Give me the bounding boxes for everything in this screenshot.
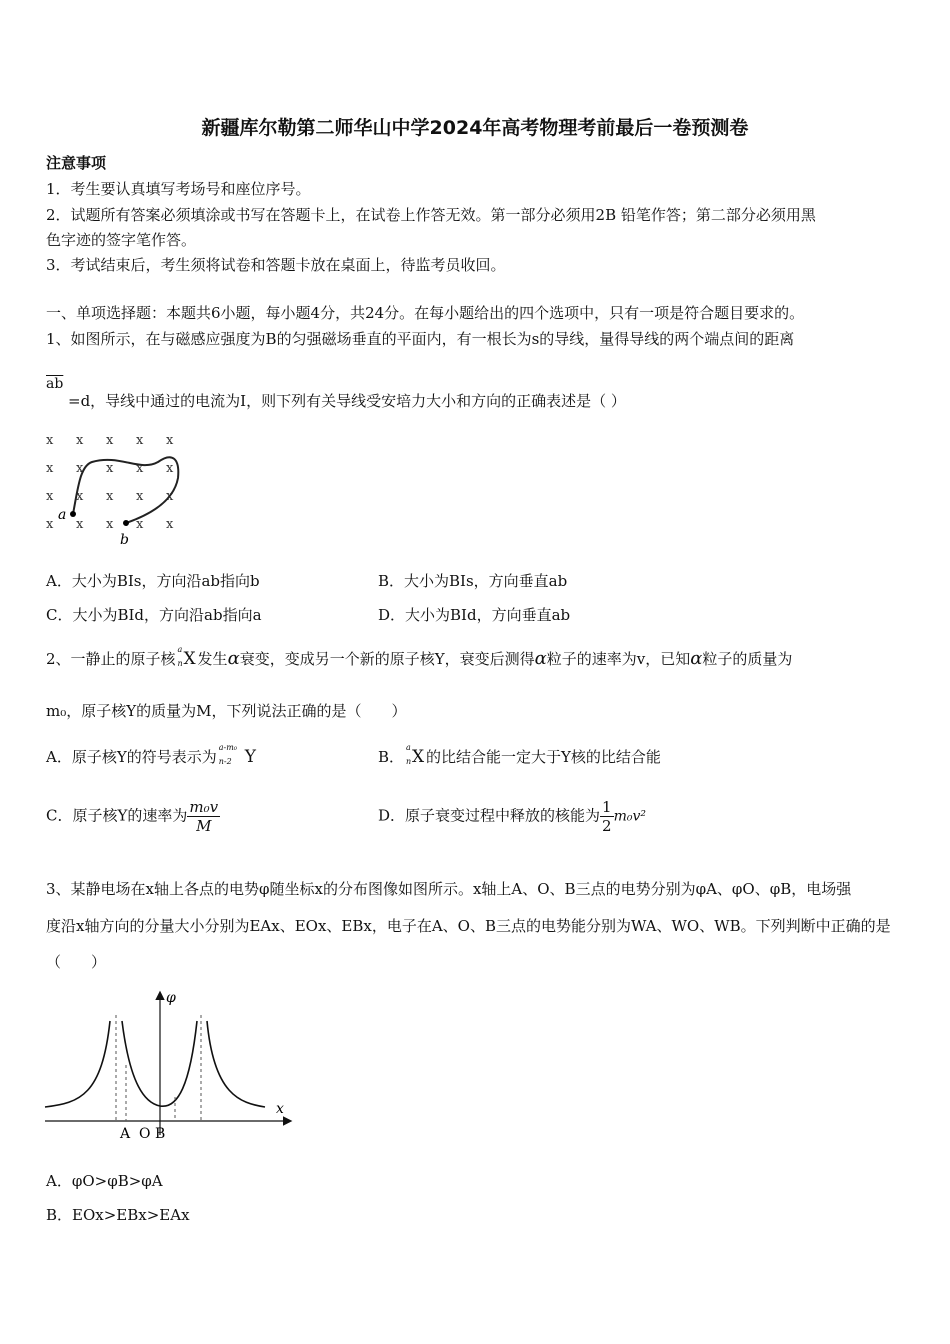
label-b: b xyxy=(120,532,129,548)
q2-option-d[interactable] xyxy=(378,798,646,835)
q2-part: 粒子的速率为v，已知 xyxy=(546,650,691,668)
alpha-symbol: α xyxy=(227,648,240,669)
page-title: 新疆库尔勒第二师华山中学2024年高考物理考前最后一卷预测卷 xyxy=(201,117,749,139)
q3-option-b[interactable]: B．EOx>EBx>EAx xyxy=(46,1206,190,1224)
field-cross: x xyxy=(76,489,84,504)
notice-item: 1．考生要认真填写考场号和座位序号。 xyxy=(46,180,311,198)
mass-number: a xyxy=(406,743,411,752)
atomic-number: n-2 xyxy=(218,757,232,766)
point-labels: A O B xyxy=(120,1126,166,1142)
x-axis-label: x xyxy=(276,1101,284,1117)
q1-option-d[interactable]: D．大小为BId，方向垂直ab xyxy=(378,606,571,624)
magnetic-field-figure xyxy=(40,428,190,550)
section-heading: 一、单项选择题：本题共6小题，每小题4分，共24分。在每小题给出的四个选项中，只有一项是符合题目要求的。 xyxy=(46,304,805,322)
question-3-text-2: 度沿x轴方向的分量大小分别为EAx、EOx、EBx，电子在A、O、B三点的电势能分别为WA、WO、WB。下列判断中正确的是 xyxy=(46,917,891,935)
q1-option-b[interactable]: B．大小为BIs，方向垂直ab xyxy=(378,572,568,590)
atomic-number: n xyxy=(177,659,183,668)
field-cross: x xyxy=(166,489,174,504)
atomic-number: n xyxy=(406,757,412,766)
notice-item: 色字迹的签字笔作答。 xyxy=(46,231,197,249)
numerator: m₀v xyxy=(189,798,219,816)
q2-part: 粒子的质量为 xyxy=(702,650,793,668)
potential-graph xyxy=(40,985,300,1145)
field-cross: x xyxy=(76,433,84,448)
left-branch xyxy=(45,1021,110,1107)
notice-item: 2．试题所有答案必须填涂或书写在答题卡上，在试卷上作答无效。第一部分必须用2B 铅笔作答；第二部分必须用黑 xyxy=(46,206,816,224)
endpoint-a xyxy=(70,511,76,517)
field-cross: x xyxy=(106,433,114,448)
question-3-text: 3、某静电场在x轴上各点的电势φ随坐标x的分布图像如图所示。x轴上A、O、B三点的电势分别为φA、φO、φB，电场强 xyxy=(46,880,852,898)
endpoint-b xyxy=(123,520,129,526)
symbol: Y xyxy=(244,747,256,767)
q3-option-a[interactable]: A．φO>φB>φA xyxy=(46,1172,163,1190)
notice-item: 3．考试结束后，考生须将试卷和答题卡放在桌面上，待监考员收回。 xyxy=(46,256,506,274)
field-cross: x xyxy=(76,461,84,476)
option-text: A．原子核Y的符号表示为 xyxy=(46,748,217,766)
denominator: M xyxy=(196,817,212,835)
field-cross: x xyxy=(136,517,144,532)
q2-part: 衰变，变成另一个新的原子核Y，衰变后测得 xyxy=(239,650,535,668)
notice-heading: 注意事项 xyxy=(46,154,107,172)
y-axis-label: φ xyxy=(166,990,176,1006)
symbol: X xyxy=(183,649,196,669)
segment-ab-label: $\overline{ab}$ xyxy=(46,376,64,392)
field-cross: x xyxy=(46,461,54,476)
symbol: X xyxy=(412,747,425,767)
right-branch xyxy=(207,1021,265,1107)
mass-number: a-m₀ xyxy=(218,743,238,752)
numerator: 1 xyxy=(602,798,612,816)
option-text: D．原子衰变过程中释放的核能为 xyxy=(378,806,601,825)
energy-expression: m₀v² xyxy=(613,808,646,825)
nucleus-y xyxy=(217,743,257,769)
alpha-symbol: α xyxy=(690,648,703,669)
question-2-text-2: m₀，原子核Y的质量为M，下列说法正确的是（ ） xyxy=(46,702,407,720)
question-2-text xyxy=(46,645,793,671)
field-cross: x xyxy=(166,433,174,448)
alpha-symbol: α xyxy=(534,648,547,669)
mass-number: a xyxy=(177,645,183,654)
option-text: C．原子核Y的速率为 xyxy=(46,806,188,825)
field-cross: x xyxy=(166,461,174,476)
q1-option-a[interactable]: A．大小为BIs，方向沿ab指向b xyxy=(46,572,260,590)
nucleus-x xyxy=(176,645,198,671)
q2-part: 发生 xyxy=(197,650,228,668)
question-3-text-3: （ ） xyxy=(46,953,107,971)
field-cross: x xyxy=(76,517,84,532)
velocity-fraction xyxy=(187,798,220,835)
q2-option-c[interactable] xyxy=(46,798,220,835)
wire-curve xyxy=(73,457,178,523)
question-1-text: 1、如图所示，在与磁感应强度为B的匀强磁场垂直的平面内，有一根长为s的导线，量得导线的两个端点间的距离 xyxy=(46,330,795,348)
label-a: a xyxy=(58,507,67,523)
field-cross: x xyxy=(106,489,114,504)
field-cross: x xyxy=(166,517,174,532)
field-cross: x xyxy=(46,517,54,532)
option-text: 的比结合能一定大于Y核的比结合能 xyxy=(426,748,661,766)
q2-option-a[interactable] xyxy=(46,743,257,769)
nucleus-x xyxy=(404,743,426,769)
field-cross: x xyxy=(136,461,144,476)
field-cross: x xyxy=(106,461,114,476)
field-cross: x xyxy=(46,433,54,448)
field-cross: x xyxy=(136,433,144,448)
denominator: 2 xyxy=(602,817,612,835)
field-cross: x xyxy=(46,489,54,504)
question-1-text-2: =d，导线中通过的电流为I，则下列有关导线受安培力大小和方向的正确表述是（ ） xyxy=(68,392,626,410)
q2-option-b[interactable] xyxy=(378,743,661,769)
option-label: B． xyxy=(378,748,405,766)
q2-part: 2、一静止的原子核 xyxy=(46,650,176,668)
field-cross: x xyxy=(136,489,144,504)
q1-option-c[interactable]: C．大小为BId，方向沿ab指向a xyxy=(46,606,262,624)
half-fraction xyxy=(600,798,614,835)
field-cross: x xyxy=(106,517,114,532)
